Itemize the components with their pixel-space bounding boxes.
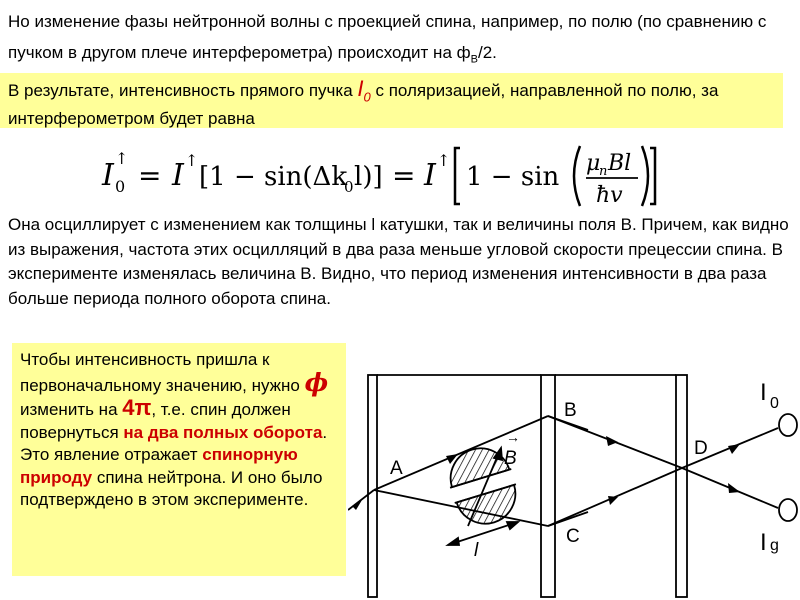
- four-pi: 4π: [122, 395, 152, 420]
- formula-eq-1: =: [138, 159, 162, 192]
- spinor-t1: Чтобы интенсивность пришла к первоначальному значению, нужно: [20, 350, 305, 395]
- crystal-plate-3: [676, 375, 687, 597]
- result-box: [0, 73, 783, 128]
- label-a: A: [390, 458, 403, 479]
- formula-right-paren: [642, 146, 648, 206]
- label-c: C: [566, 526, 580, 547]
- formula-left-paren: [574, 146, 580, 206]
- length-arrow-head-right: [507, 522, 518, 529]
- interferometer-diagram: [348, 350, 800, 600]
- spinor-t4: . Это явление отражает: [20, 422, 328, 464]
- intro-text: Но изменение фазы нейтронной волны с проекцией спина, например, по полю (по сравнению с пучком в другом плече интерферометра) происходит на ф: [8, 12, 767, 62]
- label-ig-sub: g: [770, 537, 779, 554]
- phi-symbol: ϕ: [304, 367, 329, 397]
- formula-den: ħv: [596, 183, 623, 208]
- formula-one-minus-sin: 1 − sin: [466, 162, 560, 192]
- label-field-arrow: →: [506, 429, 520, 445]
- formula-left-bracket: [455, 148, 460, 204]
- beam-c-transmit: [548, 512, 588, 526]
- oscillation-paragraph: Она осциллирует с изменением как толщины l катушки, так и величины поля B. Причем, как видно из выражения, частота этих осцилляций в два раза меньше угловой скорости прецессии спина. В эксперименте изменялась величина B. Видно, что период изменения интенсивности в два раза больше периода полного оборота спина.: [8, 215, 789, 308]
- beam-arrow-i0: [728, 444, 740, 454]
- formula-rhs-letter: I: [424, 158, 436, 193]
- formula-lhs-arrow: ↑: [115, 149, 129, 168]
- spinor-nature-emphasis: спинорную природу: [20, 445, 298, 487]
- length-arrow-head-left: [448, 538, 459, 545]
- beam-arrow-ig: [728, 483, 740, 493]
- intensity-sub: 0: [363, 89, 371, 105]
- formula-num-mu: μ: [586, 151, 601, 176]
- formula-lhs-sub: 0: [115, 177, 126, 196]
- intro-paragraph: [8, 6, 793, 75]
- crystal-plate-2: [541, 375, 555, 597]
- intensity-symbol: [357, 76, 371, 105]
- detector-ig: [779, 499, 797, 521]
- spinor-box: [12, 343, 346, 576]
- intensity-formula: [100, 140, 660, 210]
- formula-mid-tail: l)]: [354, 162, 383, 192]
- formula-mid-sub: 0: [344, 178, 354, 196]
- spinor-t2: изменить на: [20, 400, 123, 419]
- formula-right-bracket: [650, 148, 655, 204]
- label-i0-sub: 0: [770, 395, 779, 412]
- formula-mid-letter: I: [172, 158, 184, 193]
- label-length: l: [474, 540, 479, 561]
- formula-mid-arrow: ↑: [185, 151, 199, 170]
- spinor-t3: , т.е. спин должен повернуться: [20, 400, 291, 442]
- label-field-b: B: [504, 448, 517, 469]
- result-after: с поляризацией, направленной по полю, за интерферометром будет равна: [8, 81, 719, 129]
- formula-num-sub: n: [599, 164, 608, 179]
- result-before: В результате, интенсивность прямого пучка: [8, 81, 358, 100]
- formula-num-tail: Bl: [608, 151, 632, 176]
- label-ig: I: [760, 529, 767, 556]
- label-b: B: [564, 400, 577, 421]
- label-i0: I: [760, 379, 767, 406]
- beam-arrow-b-d: [606, 436, 618, 446]
- intro-tail: /2.: [477, 43, 497, 62]
- formula-mid-bracket: [1 − sin(Δk: [199, 162, 348, 192]
- incoming-beam: [348, 490, 374, 510]
- crystal-plate-1: [368, 375, 377, 597]
- spinor-t5: спина нейтрона. И оно было подтверждено в этом эксперименте.: [20, 467, 323, 509]
- formula-eq-2: =: [392, 159, 416, 192]
- intensity-letter: I: [357, 76, 364, 101]
- formula-lhs-letter: I: [102, 158, 114, 193]
- formula-rhs-arrow: ↑: [437, 151, 451, 170]
- two-turns-emphasis: на два полных оборота: [123, 422, 323, 442]
- detector-i0: [779, 414, 797, 436]
- beam-arrow-c-d: [608, 496, 618, 505]
- label-d: D: [694, 438, 708, 459]
- intro-sub: B: [470, 53, 478, 66]
